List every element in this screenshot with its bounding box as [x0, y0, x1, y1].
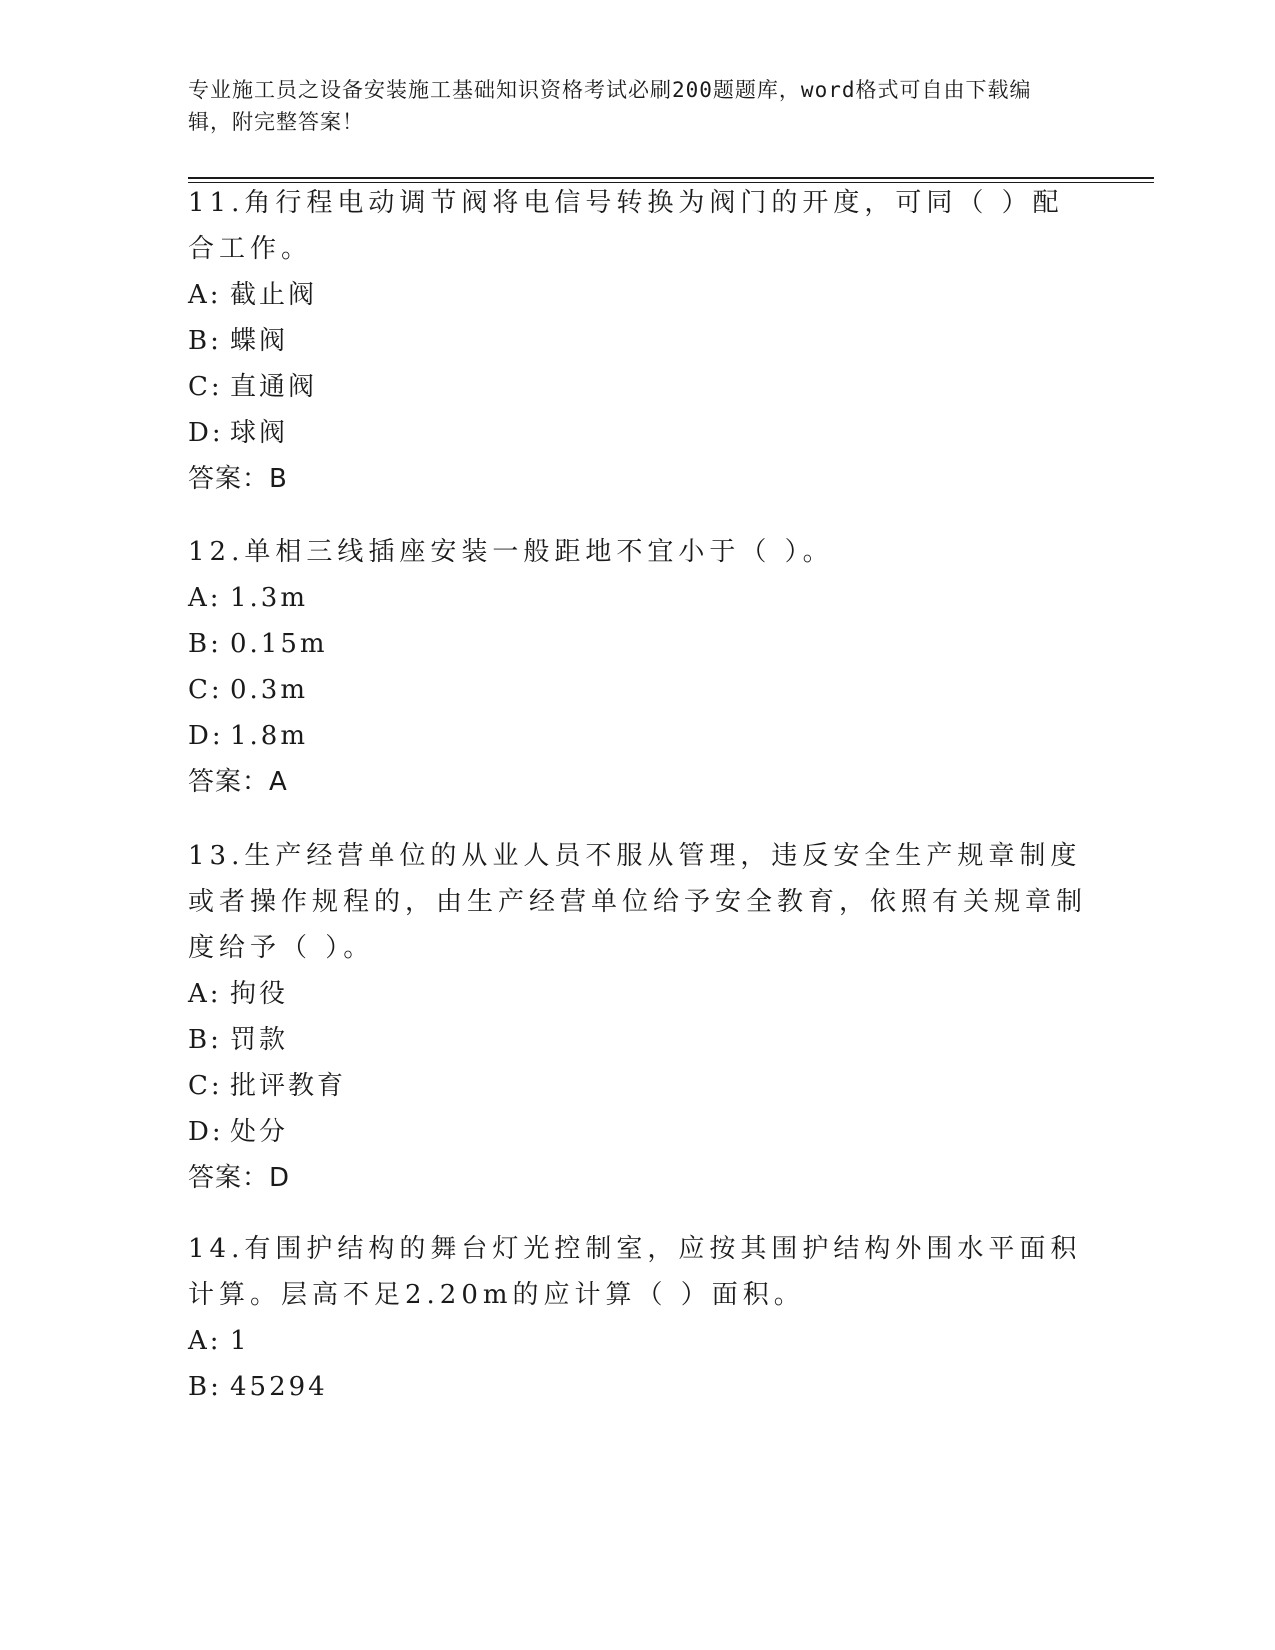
option-letter: D:: [188, 721, 224, 751]
option-b: [188, 318, 1088, 364]
option-letter: B:: [188, 1025, 222, 1055]
question-stem: 11.角行程电动调节阀将电信号转换为阀门的开度，可同（ ）配合工作。: [188, 188, 1064, 264]
option-letter: C:: [188, 675, 223, 705]
option-letter: B:: [188, 326, 222, 356]
option-d: [188, 1109, 1088, 1155]
question-stem: 13.生产经营单位的从业人员不服从管理，违反安全生产规章制度或者操作规程的，由生产经营单位给予安全教育，依照有关规章制度给予（ ）。: [188, 841, 1088, 963]
option-d: [188, 410, 1088, 456]
option-text: 0.15m: [230, 629, 328, 659]
option-text: 1.3m: [230, 583, 309, 613]
answer-line: 答案：D: [188, 1163, 291, 1193]
option-b: [188, 1017, 1088, 1063]
option-a: [188, 971, 1088, 1017]
option-a: [188, 1318, 1088, 1364]
question-11: [188, 180, 1088, 502]
option-letter: B:: [188, 1372, 222, 1402]
option-text: 直通阀: [230, 372, 318, 402]
option-letter: D:: [188, 418, 224, 448]
option-b: [188, 1364, 1088, 1410]
option-letter: C:: [188, 1071, 223, 1101]
option-letter: A:: [188, 979, 222, 1009]
option-text: 1.8m: [230, 721, 309, 751]
option-text: 1: [230, 1326, 250, 1356]
option-text: 45294: [230, 1372, 328, 1402]
option-text: 处分: [230, 1117, 289, 1147]
document-header: 专业施工员之设备安装施工基础知识资格考试必刷200题题库，word格式可自由下载编辑，附完整答案！: [188, 78, 1032, 134]
option-c: [188, 364, 1088, 410]
option-text: 蝶阀: [230, 326, 289, 356]
option-text: 罚款: [230, 1025, 289, 1055]
option-letter: A:: [188, 280, 222, 310]
header-divider-thick: [188, 177, 1154, 179]
option-text: 截止阀: [230, 280, 318, 310]
option-text: 批评教育: [230, 1071, 347, 1101]
question-14: [188, 1226, 1088, 1410]
answer-line: 答案：B: [188, 464, 288, 494]
option-c: [188, 1063, 1088, 1109]
option-d: [188, 713, 1088, 759]
question-13: [188, 833, 1088, 1201]
option-text: 0.3m: [230, 675, 309, 705]
option-text: 拘役: [230, 979, 289, 1009]
option-letter: A:: [188, 583, 222, 613]
option-letter: A:: [188, 1326, 222, 1356]
question-stem: 14.有围护结构的舞台灯光控制室，应按其围护结构外围水平面积计算。层高不足2.20m的应计算（ ）面积。: [188, 1234, 1082, 1310]
question-stem: 12.单相三线插座安装一般距地不宜小于（ ）。: [188, 537, 834, 567]
option-a: [188, 272, 1088, 318]
option-text: 球阀: [230, 418, 289, 448]
answer-line: 答案：A: [188, 767, 288, 797]
question-12: [188, 529, 1088, 805]
option-letter: C:: [188, 372, 223, 402]
option-c: [188, 667, 1088, 713]
option-b: [188, 621, 1088, 667]
option-letter: B:: [188, 629, 222, 659]
option-a: [188, 575, 1088, 621]
option-letter: D:: [188, 1117, 224, 1147]
